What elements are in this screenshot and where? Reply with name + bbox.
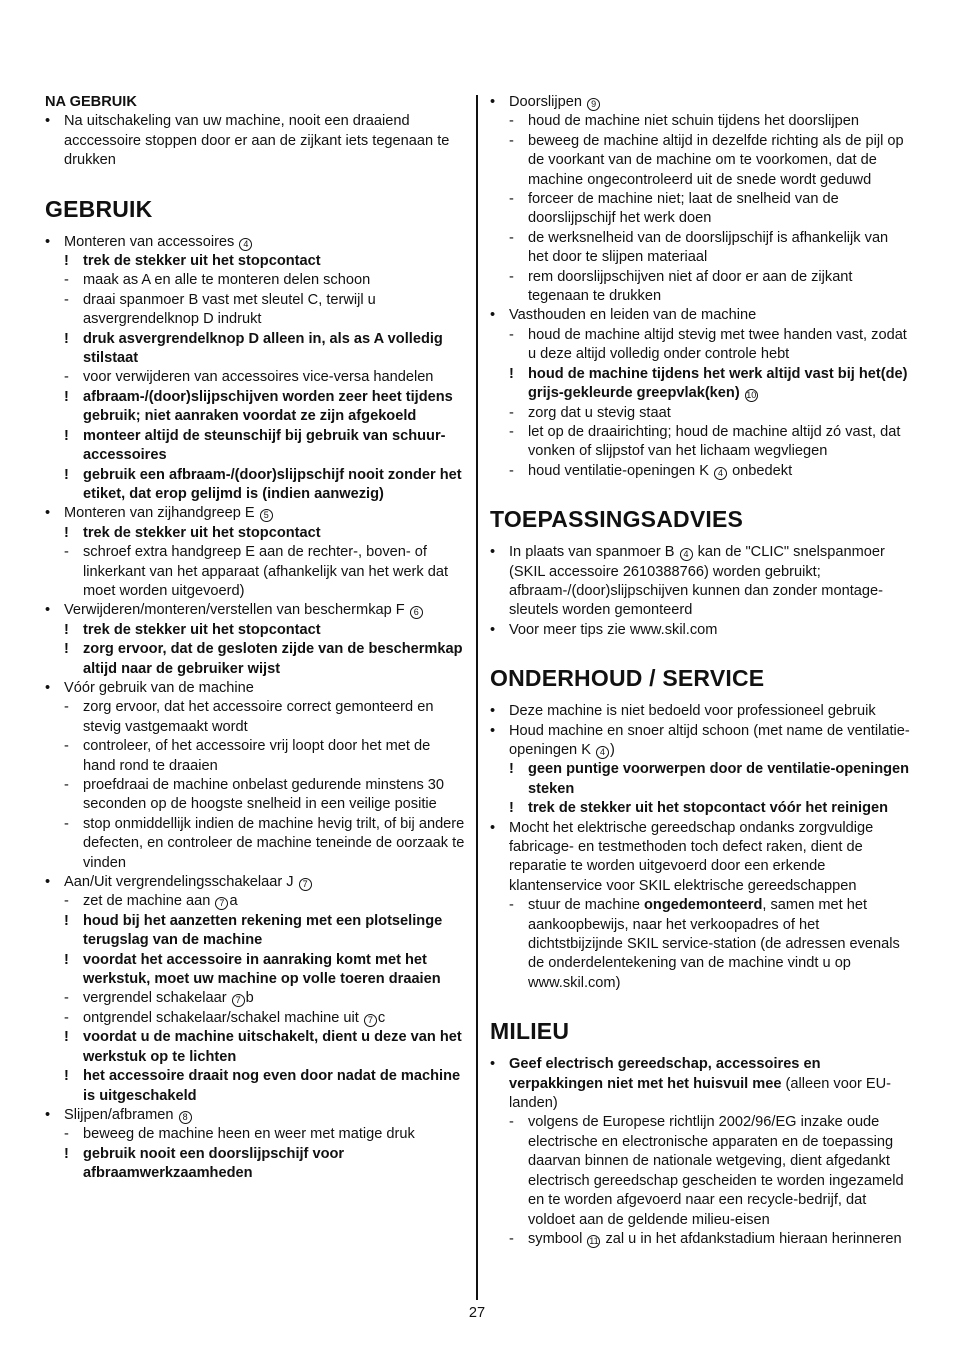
dash-item <box>45 698 465 737</box>
item-text: Monteren van accessoires <box>64 233 235 250</box>
warning-item <box>45 640 465 679</box>
page-number: 27 <box>468 1305 486 1321</box>
item-text: voordat u de machine uitschakelt, dient u deze van het werkstuk op te lichten <box>83 1029 462 1065</box>
item-text: monteer altijd de steunschijf bij gebruik van schuur-accessoires <box>83 427 446 464</box>
warning-item <box>45 388 465 427</box>
item-text: houd bij het aanzetten rekening met een plotselinge terugslag van de machine <box>83 912 443 949</box>
bullet-marker: • <box>45 1106 51 1123</box>
column-divider <box>476 95 478 1300</box>
warning-marker: ! <box>64 951 69 968</box>
item-text: trek de stekker uit het stopcontact <box>83 253 321 270</box>
dash-marker: - <box>64 544 69 561</box>
warning-item <box>45 524 465 543</box>
bullet-item <box>490 543 910 621</box>
dash-item <box>45 737 465 776</box>
dash-item <box>490 1113 910 1229</box>
figure-reference-icon: 10 <box>746 390 757 401</box>
item-text: trek de stekker uit het stopcontact <box>83 621 321 638</box>
bullet-item <box>490 1055 910 1113</box>
item-text: Deze machine is niet bedoeld voor professioneel gebruik <box>509 703 876 720</box>
item-text: controleer, of het accessoire vrij loopt door het met de hand rond te draaien <box>83 738 431 774</box>
item-suffix-text: onbedekt <box>728 462 793 479</box>
bullet-item <box>490 93 910 112</box>
item-text: draai spanmoer B vast met sleutel C, terwijl u asvergrendelknop D indrukt <box>83 291 376 328</box>
dash-marker: - <box>509 897 514 914</box>
dash-marker: - <box>64 369 69 386</box>
item-text: houd de machine niet schuin tijdens het doorslijpen <box>528 113 860 130</box>
item-text: houd ventilatie-openingen K <box>528 462 709 479</box>
item-text: houd de machine altijd stevig met twee handen vast, zodat u deze altijd volledig onder controle hebt <box>528 326 907 363</box>
bullet-item <box>45 873 465 892</box>
bullet-marker: • <box>45 113 51 130</box>
dash-marker: - <box>509 404 514 421</box>
item-bold-text: Geef electrisch gereedschap, accessoires en verpakkingen niet met het huisvuil mee <box>509 1056 821 1092</box>
warning-item <box>45 427 465 466</box>
dash-item <box>45 989 465 1008</box>
warning-item <box>45 1145 465 1184</box>
figure-reference-icon: 5 <box>260 509 273 522</box>
item-text: trek de stekker uit het stopcontact <box>83 524 321 541</box>
bullet-item <box>490 621 910 640</box>
warning-item <box>45 912 465 951</box>
dash-marker: - <box>64 1009 69 1026</box>
item-text: Vóór gebruik van de machine <box>64 679 254 696</box>
warning-marker: ! <box>64 1029 69 1046</box>
section-heading: GEBRUIK <box>45 195 153 222</box>
dash-marker: - <box>509 191 514 208</box>
item-text: houd de machine tijdens het werk altijd vast bij het(de) grijs-gekleurde greepvlak(ken) <box>528 365 908 402</box>
item-text: let op de draairichting; houd de machine altijd zó vast, dat vonken of slijpstof van het lichaam wegvliegen <box>528 423 901 460</box>
dash-item <box>45 271 465 290</box>
dash-marker: - <box>64 291 69 308</box>
item-text: Verwijderen/monteren/verstellen van beschermkap F <box>64 602 405 619</box>
warning-marker: ! <box>64 1145 69 1162</box>
item-text: Vasthouden en leiden van de machine <box>509 307 757 324</box>
bullet-item <box>490 819 910 897</box>
bullet-marker: • <box>490 819 496 836</box>
dash-item <box>490 229 910 268</box>
section-heading: TOEPASSINGSADVIES <box>490 506 744 533</box>
figure-reference-icon: 8 <box>179 1111 192 1124</box>
section-heading: MILIEU <box>490 1018 570 1045</box>
dash-item <box>45 892 465 911</box>
warning-marker: ! <box>64 253 69 270</box>
dash-marker: - <box>509 423 514 440</box>
dash-marker: - <box>509 132 514 149</box>
right-column <box>490 93 910 1249</box>
item-text: afbraam-/(door)slijpschijven worden zeer heet tijdens gebruik; niet aanraken voordat ze zijn afgekoeld <box>83 388 453 425</box>
bullet-item <box>45 112 465 170</box>
item-text: zet de machine aan <box>83 893 211 910</box>
bullet-marker: • <box>490 1056 496 1073</box>
item-suffix-text: kan de "CLIC" snelspanmoer (SKIL accessoire 2610388766) worden gebruikt; afbraam-/(door)slijpschijven kunnen dan zonder montage-sleutels worden gemonteerd <box>509 544 885 619</box>
bullet-item <box>490 702 910 721</box>
warning-marker: ! <box>509 365 514 382</box>
bullet-marker: • <box>490 722 496 739</box>
item-text: gebruik een afbraam-/(door)slijpschijf nooit zonder het etiket, dat erop gelijmd is (indien aanwezig) <box>83 466 462 502</box>
figure-reference-icon: 4 <box>680 548 693 561</box>
item-suffix-text: , samen met het aankoopbewijs, naar het verkoopadres of het dichtstbijzijnde SKIL service-station (de adressen evenals de onderdelentekening van de machine vindt u op www.skil.com) <box>528 897 900 991</box>
item-text: de werksnelheid van de doorslijpschijf is afhankelijk van het door te slijpen materiaal <box>528 229 889 266</box>
item-text: trek de stekker uit het stopcontact vóór het reinigen <box>528 800 889 817</box>
dash-marker: - <box>509 268 514 285</box>
warning-item <box>45 330 465 369</box>
figure-reference-icon: 7 <box>364 1014 377 1027</box>
figure-reference-icon: 7 <box>215 897 228 910</box>
bullet-item <box>490 306 910 325</box>
bullet-marker: • <box>490 94 496 110</box>
item-text: druk asvergrendelknop D alleen in, als as A volledig stilstaat <box>83 330 443 367</box>
item-text: Voor meer tips zie www.skil.com <box>509 621 718 638</box>
warning-item <box>45 466 465 505</box>
item-text: Aan/Uit vergrendelingsschakelaar J <box>64 874 294 891</box>
item-text: zorg ervoor, dat de gesloten zijde van de beschermkap altijd naar de gebruiker wijst <box>83 641 463 677</box>
figure-reference-icon: 4 <box>596 746 609 759</box>
dash-marker: - <box>509 1114 514 1131</box>
item-text: Doorslijpen <box>509 94 583 110</box>
warning-marker: ! <box>64 466 69 483</box>
dash-item <box>490 462 910 481</box>
bullet-marker: • <box>45 874 51 891</box>
item-suffix-text: a <box>229 893 238 910</box>
bullet-marker: • <box>490 621 496 638</box>
warning-marker: ! <box>64 621 69 638</box>
dash-item <box>45 1009 465 1028</box>
bullet-item <box>45 1106 465 1125</box>
dash-item <box>490 190 910 229</box>
item-text: ontgrendel schakelaar/schakel machine uit <box>83 1009 359 1026</box>
bullet-marker: • <box>490 307 496 324</box>
warning-marker: ! <box>64 524 69 541</box>
warning-item <box>45 1028 465 1067</box>
warning-marker: ! <box>64 388 69 405</box>
figure-reference-icon: 7 <box>232 994 245 1007</box>
item-text: zorg dat u stevig staat <box>528 404 671 421</box>
dash-marker: - <box>64 272 69 289</box>
dash-marker: - <box>509 113 514 130</box>
warning-marker: ! <box>509 761 514 778</box>
item-text: Slijpen/afbramen <box>64 1106 174 1123</box>
item-text: beweeg de machine altijd in dezelfde richting als de pijl op de voorkant van de machine om te voorkomen, dat de machine ongecontroleerd uit de snede wordt geduwd <box>528 132 904 188</box>
dash-item <box>490 423 910 462</box>
item-text: voordat het accessoire in aanraking komt met het werkstuk, moet uw machine op volle toeren draaien <box>83 951 441 988</box>
bullet-marker: • <box>490 703 496 720</box>
item-text: zorg ervoor, dat het accessoire correct gemonteerd en stevig vastgemaakt wordt <box>83 699 434 735</box>
item-text: stop onmiddellijk indien de machine hevig trilt, of bij andere defecten, en controleer de machine teneinde de oorzaak te vinden <box>83 815 465 871</box>
warning-item <box>45 621 465 640</box>
item-text: Houd machine en snoer altijd schoon (met name de ventilatie-openingen K <box>509 722 910 758</box>
item-text: stuur de machine <box>528 897 645 914</box>
dash-marker: - <box>64 699 69 716</box>
dash-item <box>490 112 910 131</box>
bullet-item <box>45 504 465 523</box>
figure-reference-icon: 9 <box>587 98 600 111</box>
bullet-item <box>490 722 910 761</box>
item-text: Mocht het elektrische gereedschap ondanks zorgvuldige fabricage- en testmethoden toch defect raken, dient de reparatie te worden uitgevoerd door een erkende klantenservice voor SKIL elektrische gereedschappen <box>509 819 874 894</box>
warning-item <box>490 799 910 818</box>
item-text: forceer de machine niet; laat de snelheid van de doorslijpschijf het werk doen <box>528 191 839 227</box>
figure-reference-icon: 6 <box>410 606 423 619</box>
bullet-marker: • <box>45 505 51 522</box>
figure-reference-icon: 4 <box>714 467 727 480</box>
subheading: NA GEBRUIK <box>45 94 137 110</box>
item-text: proefdraai de machine onbelast gedurende minstens 30 seconden op de hoogste snelheid in een veilige positie <box>83 777 445 813</box>
dash-marker: - <box>509 462 514 479</box>
dash-marker: - <box>64 815 69 832</box>
warning-marker: ! <box>64 427 69 444</box>
bullet-marker: • <box>45 679 51 696</box>
bullet-item <box>45 233 465 252</box>
dash-item <box>490 132 910 190</box>
dash-marker: - <box>64 1126 69 1143</box>
figure-reference-icon: 11 <box>589 1235 599 1246</box>
item-text: rem doorslijpschijven niet af door er aan de zijkant tegenaan te drukken <box>528 268 853 305</box>
warning-item <box>45 252 465 271</box>
left-column <box>45 93 465 1184</box>
item-text: Monteren van zijhandgreep E <box>64 505 255 522</box>
item-text: gebruik nooit een doorslijpschijf voor afbraamwerkzaamheden <box>83 1145 345 1182</box>
item-text: volgens de Europese richtlijn 2002/96/EG inzake oude electrische en electronische apparaten en de toepassing daarvan binnen de nationale wetgeving, dient afgedankt electrisch gereedschap gescheiden te worden ingezameld en te worden afgevoerd naar een recycle-bedrijf, dat voldoet aan de geldende milieu-eisen <box>528 1114 904 1228</box>
dash-item <box>490 1230 910 1249</box>
dash-item <box>490 896 910 993</box>
dash-item <box>45 368 465 387</box>
dash-item <box>45 815 465 873</box>
item-text: Na uitschakeling van uw machine, nooit een draaiend acccessoire stoppen door er aan de zijkant iets tegenaan te drukken <box>64 113 450 169</box>
item-suffix-text: ) <box>610 741 615 758</box>
dash-marker: - <box>509 326 514 343</box>
dash-marker: - <box>64 893 69 910</box>
item-text: In plaats van spanmoer B <box>509 544 675 561</box>
item-text: maak as A en alle te monteren delen schoon <box>83 272 371 289</box>
dash-marker: - <box>64 738 69 755</box>
dash-item <box>45 291 465 330</box>
bullet-marker: • <box>45 602 51 619</box>
dash-item <box>490 268 910 307</box>
dash-marker: - <box>509 1230 514 1247</box>
warning-item <box>490 365 910 404</box>
item-text: schroef extra handgreep E aan de rechter-, boven- of linkerkant van het apparaat (afhankelijk van het werk dat moet worden uitgevoerd) <box>83 544 449 599</box>
dash-item <box>45 543 465 601</box>
dash-item <box>490 404 910 423</box>
item-text: voor verwijderen van accessoires vice-versa handelen <box>83 369 434 386</box>
item-text: symbool <box>528 1230 583 1247</box>
warning-marker: ! <box>64 1068 69 1085</box>
dash-item <box>45 1125 465 1144</box>
bullet-item <box>45 601 465 620</box>
item-text: het accessoire draait nog even door nadat de machine is uitgeschakeld <box>83 1068 461 1104</box>
warning-marker: ! <box>64 330 69 347</box>
warning-item <box>45 1067 465 1106</box>
section-heading: ONDERHOUD / SERVICE <box>490 665 765 692</box>
bullet-item <box>45 679 465 698</box>
dash-marker: - <box>509 229 514 246</box>
bullet-marker: • <box>490 544 496 561</box>
warning-item <box>490 760 910 799</box>
item-suffix-text: (alleen voor EU-landen) <box>509 1075 891 1112</box>
item-suffix-text: zal u in het afdankstadium hieraan herinneren <box>601 1230 902 1247</box>
bullet-marker: • <box>45 233 51 250</box>
dash-marker: - <box>64 777 69 793</box>
item-bold-text: ongedemonteerd <box>644 897 763 914</box>
item-suffix-text: c <box>377 1009 386 1026</box>
figure-reference-icon: 4 <box>239 238 252 251</box>
item-text: beweeg de machine heen en weer met matige druk <box>83 1126 415 1143</box>
warning-marker: ! <box>64 641 69 658</box>
figure-reference-icon: 7 <box>299 878 312 891</box>
warning-item <box>45 951 465 990</box>
dash-item <box>490 326 910 365</box>
item-text: geen puntige voorwerpen door de ventilatie-openingen steken <box>528 761 910 797</box>
warning-marker: ! <box>509 800 514 817</box>
item-suffix-text: b <box>245 990 254 1007</box>
dash-item <box>45 776 465 815</box>
dash-marker: - <box>64 990 69 1007</box>
item-text: vergrendel schakelaar <box>83 990 227 1007</box>
warning-marker: ! <box>64 912 69 929</box>
